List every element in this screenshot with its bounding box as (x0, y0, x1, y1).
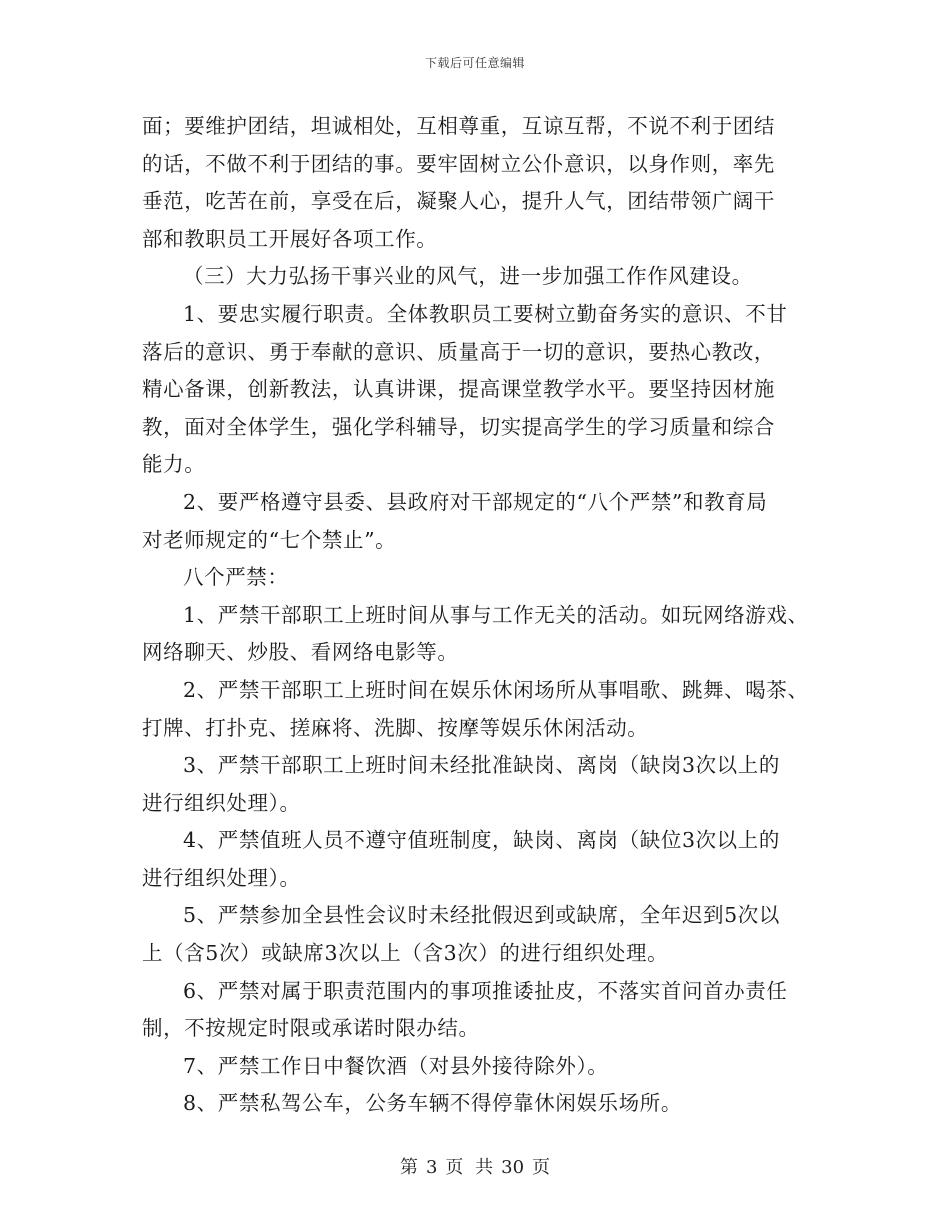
text-line: （三）大力弘扬干事兴业的风气，进一步加强工作作风建设。 (183, 264, 753, 289)
text-line: 打牌、打扑克、搓麻将、洗脚、按摩等娱乐休闲活动。 (142, 715, 649, 740)
page-footer (0, 1153, 950, 1179)
text-line: 教，面对全体学生，强化学科辅导，切实提高学生的学习质量和综合 (142, 414, 775, 439)
text-line: 上（含5次）或缺席3次以上（含3次）的进行组织处理。 (142, 941, 669, 966)
paragraph (142, 672, 810, 747)
paragraph (142, 1048, 810, 1086)
text-line: 2、严禁干部职工上班时间在娱乐休闲场所从事唱歌、跳舞、喝茶、 (183, 677, 809, 702)
paragraph (142, 1085, 810, 1123)
footer-total-pages: 30 (501, 1157, 525, 1178)
text-line: 落后的意识、勇于奉献的意识、质量高于一切的意识，要热心教改， (142, 339, 775, 364)
paragraph (142, 108, 810, 258)
footer-page-number: 3 (425, 1157, 438, 1178)
text-line: 的话，不做不利于团结的事。要牢固树立公仆意识，以身作则，率先 (142, 151, 775, 176)
footer-mid: 页 共 (445, 1157, 494, 1178)
text-line: 精心备课，创新教法，认真讲课，提高课堂教学水平。要坚持因材施 (142, 377, 775, 402)
paragraph (142, 484, 810, 559)
text-line: 部和教职员工开展好各项工作。 (142, 226, 438, 251)
document-body (142, 108, 810, 1123)
paragraph (142, 559, 810, 597)
text-line: 4、严禁值班人员不遵守值班制度，缺岗、离岗（缺位3次以上的 (183, 828, 780, 853)
text-line: 对老师规定的“七个禁止”。 (142, 527, 397, 552)
paragraph (142, 258, 810, 296)
paragraph (142, 973, 810, 1048)
footer-suffix: 页 (532, 1157, 551, 1178)
paragraph (142, 822, 810, 897)
text-line: 5、严禁参加全县性会议时未经批假迟到或缺席，全年迟到5次以 (183, 903, 780, 928)
text-line: 1、要忠实履行职责。全体教职员工要树立勤奋务实的意识、不甘 (183, 301, 788, 326)
page-header: 下载后可任意编辑 (424, 56, 525, 70)
text-line: 垂范，吃苦在前，享受在后，凝聚人心，提升人气，团结带领广阔干 (142, 189, 775, 214)
footer-prefix: 第 (399, 1157, 418, 1178)
text-line: 能力。 (142, 452, 206, 477)
text-line: 八个严禁： (183, 565, 289, 590)
text-line: 面；要维护团结，坦诚相处，互相尊重，互谅互帮，不说不利于团结 (142, 114, 775, 138)
text-line: 6、严禁对属于职责范围内的事项推诿扯皮，不落实首问首办责任 (183, 978, 788, 1003)
paragraph (142, 597, 810, 672)
text-line: 3、严禁干部职工上班时间未经批准缺岗、离岗（缺岗3次以上的 (183, 753, 780, 778)
text-line: 网络聊天、炒股、看网络电影等。 (142, 640, 459, 665)
text-line: 8、严禁私驾公车，公务车辆不得停靠休闲娱乐场所。 (183, 1091, 682, 1116)
text-line: 进行组织处理）。 (142, 865, 301, 890)
text-line: 进行组织处理）。 (142, 790, 301, 815)
paragraph (142, 897, 810, 972)
text-line: 制，不按规定时限或承诺时限办结。 (142, 1016, 480, 1041)
text-line: 1、严禁干部职工上班时间从事与工作无关的活动。如玩网络游戏、 (183, 602, 809, 627)
paragraph (142, 747, 810, 822)
paragraph (142, 296, 810, 484)
text-line: 7、严禁工作日中餐饮酒（对县外接待除外）。 (183, 1053, 609, 1078)
text-line: 2、要严格遵守县委、县政府对干部规定的“八个严禁”和教育局 (183, 489, 768, 514)
